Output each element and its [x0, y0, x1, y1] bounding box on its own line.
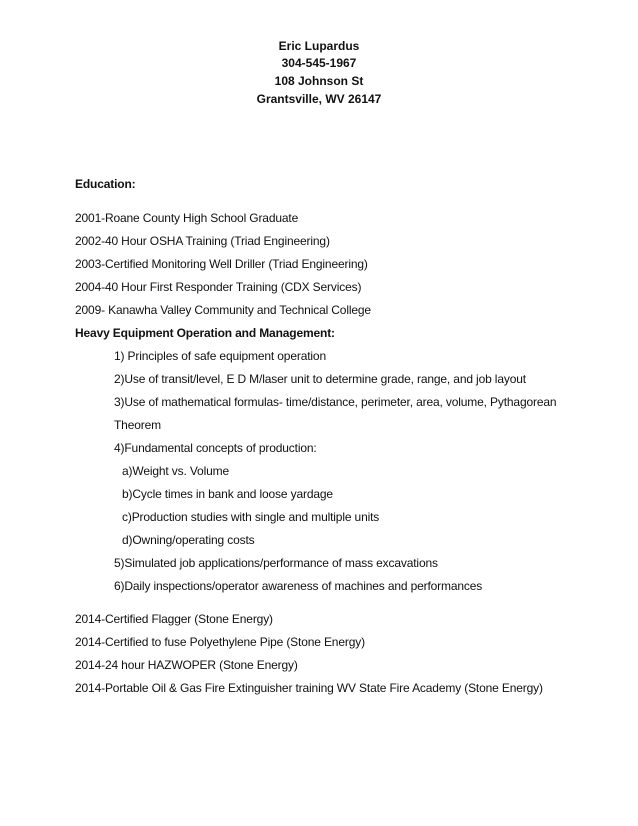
course-topic: 4)Fundamental concepts of production:: [114, 441, 317, 455]
certification-item: 2014-Certified to fuse Polyethylene Pipe (Stone Energy): [75, 635, 365, 649]
course-subtopic: b)Cycle times in bank and loose yardage: [122, 487, 333, 501]
course-subtopic: c)Production studies with single and multiple units: [122, 510, 380, 524]
course-subtopic: d)Owning/operating costs: [122, 533, 255, 547]
course-subtopic: a)Weight vs. Volume: [122, 464, 229, 478]
education-item: 2009- Kanawha Valley Community and Technical College: [75, 303, 371, 317]
course-topic: 2)Use of transit/level, E D M/laser unit to determine grade, range, and job layout: [114, 372, 526, 386]
city-state-zip: Grantsville, WV 26147: [256, 92, 382, 106]
education-heading: Education:: [75, 177, 136, 191]
course-topic: 6)Daily inspections/operator awareness of machines and performances: [114, 579, 483, 593]
street-address: 108 Johnson St: [274, 74, 364, 88]
certification-item: 2014-Certified Flagger (Stone Energy): [75, 612, 273, 626]
course-topic-continued: Theorem: [114, 418, 161, 432]
phone-number: 304-545-1967: [281, 56, 357, 70]
education-item: 2001-Roane County High School Graduate: [75, 211, 299, 225]
education-item: 2002-40 Hour OSHA Training (Triad Engineering): [75, 234, 330, 248]
course-topic: 5)Simulated job applications/performance of mass excavations: [114, 556, 438, 570]
education-item: 2004-40 Hour First Responder Training (CDX Services): [75, 280, 362, 294]
heavy-equipment-heading: Heavy Equipment Operation and Management:: [75, 326, 335, 340]
course-topic: 3)Use of mathematical formulas- time/distance, perimeter, area, volume, Pythagorean: [114, 395, 557, 409]
applicant-name: Eric Lupardus: [278, 39, 360, 53]
certification-item: 2014-Portable Oil & Gas Fire Extinguisher training WV State Fire Academy (Stone Energy): [75, 681, 543, 695]
certification-item: 2014-24 hour HAZWOPER (Stone Energy): [75, 658, 298, 672]
education-item: 2003-Certified Monitoring Well Driller (Triad Engineering): [75, 257, 368, 271]
course-topic: 1) Principles of safe equipment operation: [114, 349, 326, 363]
